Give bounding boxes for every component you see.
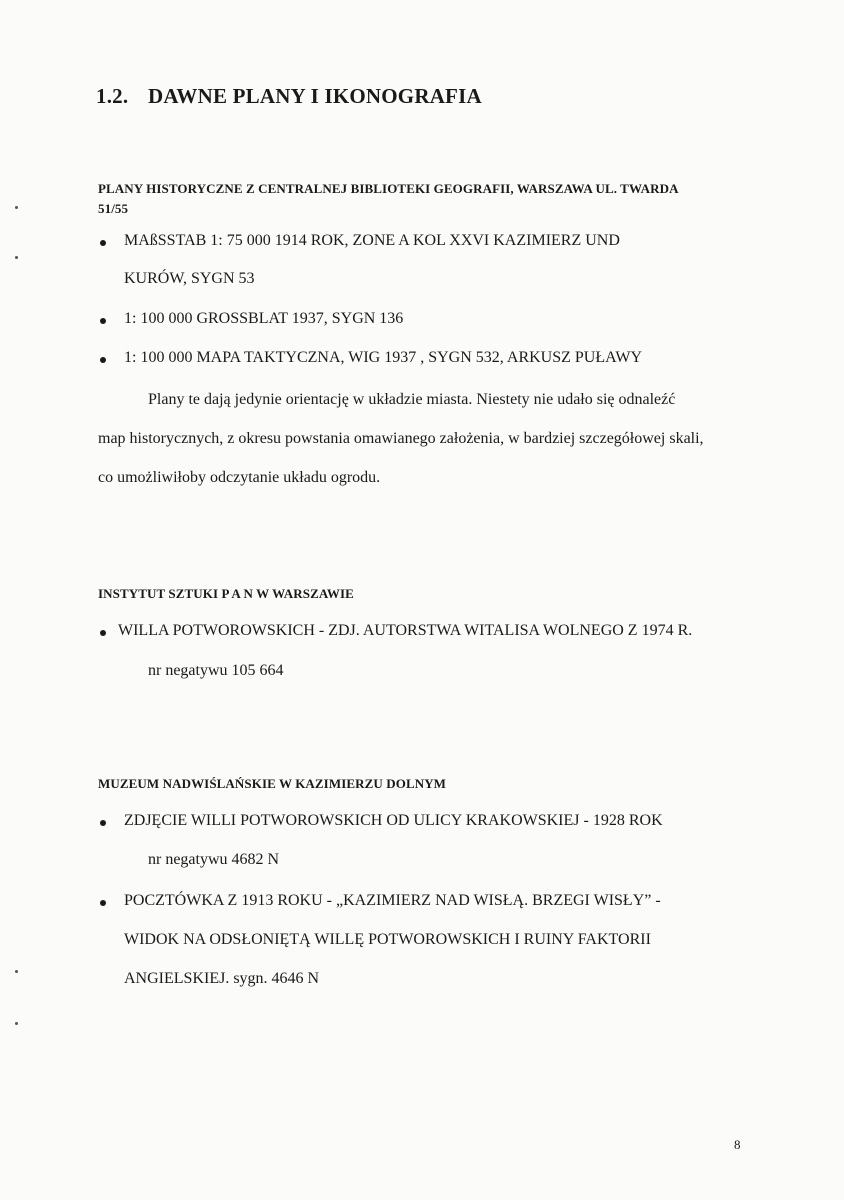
bullet-icon bbox=[100, 357, 106, 363]
page-number: 8 bbox=[734, 1137, 741, 1152]
plans-item-2: 1: 100 000 GROSSBLAT 1937, SYGN 136 bbox=[124, 310, 404, 327]
institute-item-1-line1: WILLA POTWOROWSKICH - ZDJ. AUTORSTWA WITALISA WOLNEGO Z 1974 R. bbox=[118, 622, 693, 639]
plans-section-title-line1: PLANY HISTORYCZNE Z CENTRALNEJ BIBLIOTEKI GEOGRAFII, WARSZAWA UL. TWARDA bbox=[98, 181, 679, 196]
museum-item-2-line1: POCZTÓWKA Z 1913 ROKU - „KAZIMIERZ NAD WISŁĄ. BRZEGI WISŁY” - bbox=[124, 892, 661, 909]
plans-item-3: 1: 100 000 MAPA TAKTYCZNA, WIG 1937 , SYGN 532, ARKUSZ PUŁAWY bbox=[124, 349, 643, 366]
scan-speck bbox=[15, 970, 18, 973]
museum-item-1-line2: nr negatywu 4682 N bbox=[148, 851, 280, 868]
scan-speck bbox=[15, 206, 18, 209]
scan-speck bbox=[15, 1022, 18, 1025]
institute-item-1-line2: nr negatywu 105 664 bbox=[148, 662, 284, 679]
plans-item-1-line2: KURÓW, SYGN 53 bbox=[124, 270, 255, 287]
bullet-icon bbox=[100, 630, 106, 636]
bullet-icon bbox=[100, 240, 106, 246]
plans-paragraph-line2: map historycznych, z okresu powstania omawianego założenia, w bardziej szczegółowej skali, bbox=[98, 430, 704, 447]
section-number: 1.2. bbox=[96, 84, 129, 108]
plans-item-1-line1: MAßSSTAB 1: 75 000 1914 ROK, ZONE A KOL XXVI KAZIMIERZ UND bbox=[124, 232, 620, 249]
plans-paragraph-line1: Plany te dają jedynie orientację w układzie miasta. Niestety nie udało się odnaleźć bbox=[148, 391, 676, 408]
museum-item-1-line1: ZDJĘCIE WILLI POTWOROWSKICH OD ULICY KRAKOWSKIEJ - 1928 ROK bbox=[124, 812, 663, 829]
institute-section-title: INSTYTUT SZTUKI P A N W WARSZAWIE bbox=[98, 586, 354, 601]
plans-paragraph-line3: co umożliwiłoby odczytanie układu ogrodu. bbox=[98, 469, 381, 486]
scan-speck bbox=[15, 256, 18, 259]
section-title: DAWNE PLANY I IKONOGRAFIA bbox=[148, 84, 482, 108]
plans-section-title-line2: 51/55 bbox=[98, 201, 129, 216]
museum-section-title: MUZEUM NADWIŚLAŃSKIE W KAZIMIERZU DOLNYM bbox=[98, 776, 447, 791]
museum-item-2-line3: ANGIELSKIEJ. sygn. 4646 N bbox=[124, 970, 320, 987]
museum-item-2-line2: WIDOK NA ODSŁONIĘTĄ WILLĘ POTWOROWSKICH I RUINY FAKTORII bbox=[124, 931, 651, 948]
bullet-icon bbox=[100, 820, 106, 826]
bullet-icon bbox=[100, 900, 106, 906]
section-heading bbox=[96, 84, 482, 109]
bullet-icon bbox=[100, 318, 106, 324]
